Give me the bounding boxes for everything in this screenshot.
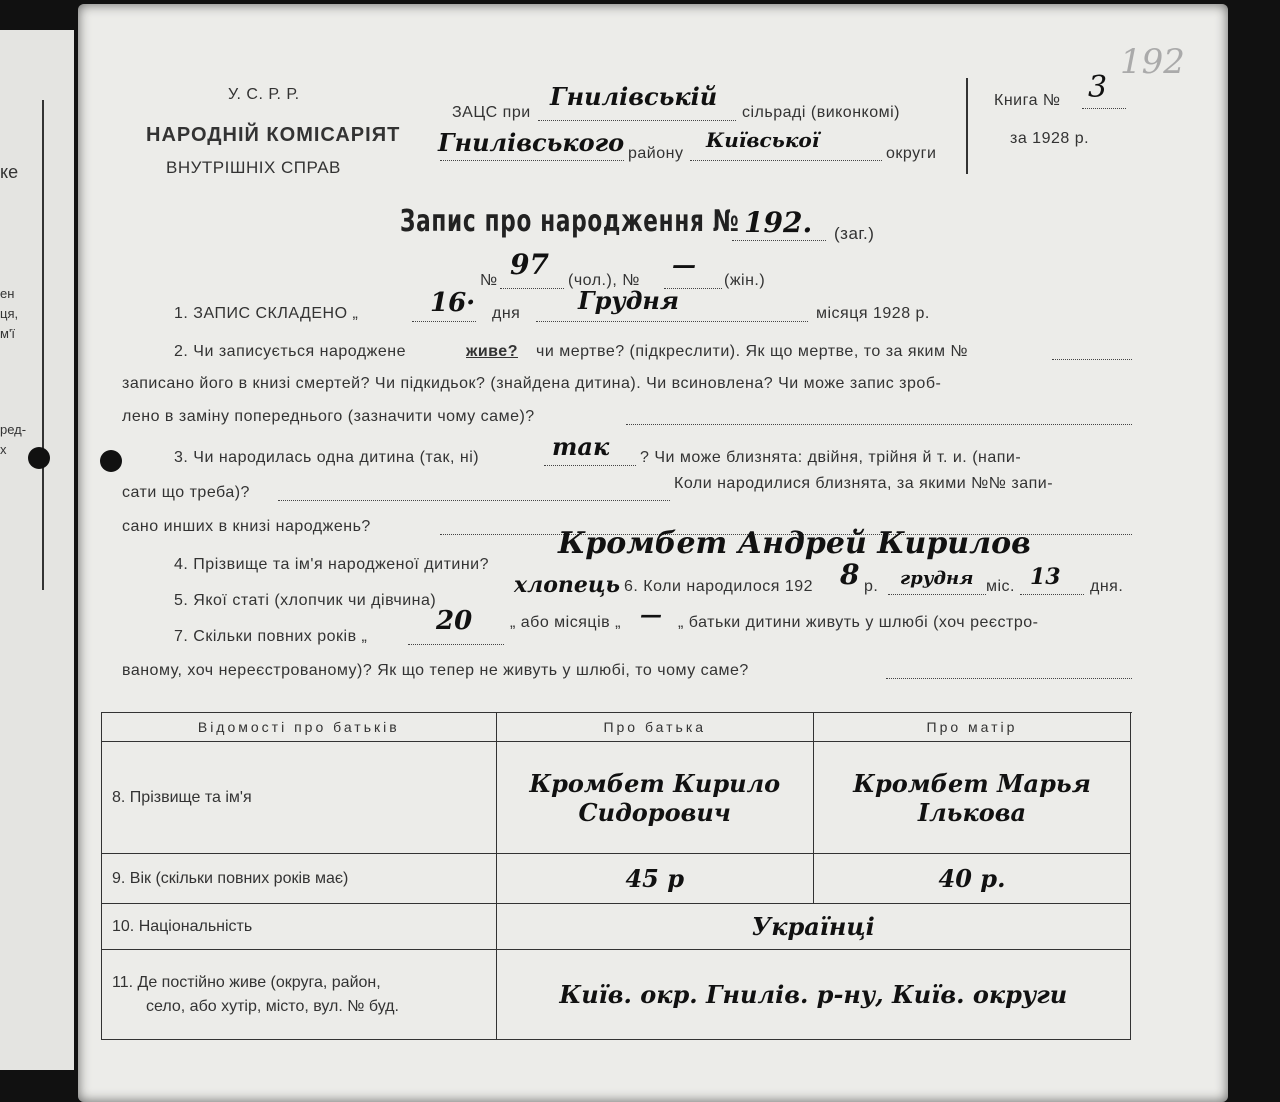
q2-death-number-line <box>1052 359 1132 360</box>
q7-line1b: „ або місяців „ <box>510 614 621 631</box>
zags-place-line <box>538 120 736 121</box>
table-row <box>102 742 1131 854</box>
record-title: Запис про народження № <box>400 204 740 239</box>
mother-age-handwritten: 40 р. <box>813 854 1130 904</box>
district-line <box>440 160 624 161</box>
q4-label: 4. Прізвище та ім'я народженої дитини? <box>174 556 490 573</box>
page-number-handwritten: 192 <box>1120 42 1185 82</box>
q6-month-label: міс. <box>986 578 1015 595</box>
record-number-handwritten: 192. <box>744 206 813 239</box>
table-header-row <box>102 713 1131 742</box>
left-fragment: ен <box>0 286 15 301</box>
q2-line2: записано його в книзі смертей? Чи підкидьок? (знайдена дитина). Чи всиновлена? Чи може запис зроб- <box>122 375 942 392</box>
row-label-line: 11. Де постійно живе (округа, район, <box>112 973 381 991</box>
left-page-edge <box>0 30 74 1070</box>
left-fragment: м'ї <box>0 326 16 341</box>
binding-hole <box>28 447 50 469</box>
district-label: району <box>628 145 684 162</box>
q1-month-label: місяця 1928 р. <box>816 305 930 322</box>
q1-day-label: дня <box>492 305 521 322</box>
okrug-line <box>690 160 882 161</box>
book-number-line <box>1082 108 1126 109</box>
republic-label: У. С. Р. Р. <box>228 86 300 103</box>
male-number-handwritten: 97 <box>510 248 549 281</box>
q3-twins-line <box>278 500 670 501</box>
father-age-handwritten: 45 р <box>496 854 813 904</box>
female-number-handwritten: — <box>672 250 696 279</box>
q6-year-suffix: р. <box>864 578 879 595</box>
left-fragment: ке <box>0 162 19 182</box>
q2-reason-line <box>626 424 1132 425</box>
q7-months-handwritten: — <box>640 602 662 628</box>
header-cell-father: Про батька <box>496 713 813 742</box>
book-label: Книга № <box>994 92 1061 109</box>
header-cell-info: Відомості про батьків <box>102 713 497 742</box>
zags-place-handwritten: Гнилівській <box>550 82 718 111</box>
row-label: 8. Прізвище та ім'я <box>102 742 497 854</box>
q6-label: 6. Коли народилося 192 <box>624 578 814 595</box>
q1-month-line <box>536 321 808 322</box>
q7-line2: ваному, хоч нереєстрованому)? Як що тепер не живуть у шлюбі, то чому саме? <box>122 662 749 679</box>
q4-child-name-handwritten: Кромбет Андрей Кирилов <box>558 526 1031 561</box>
left-fragment: х <box>0 442 7 457</box>
zags-prefix: ЗАЦС при <box>452 104 531 121</box>
zags-suffix: сільраді (виконкомі) <box>742 104 900 121</box>
q3-line2b: Коли народилися близнята, за якими №№ запи- <box>674 475 1054 492</box>
q7-years-line <box>408 644 504 645</box>
left-fragment: ця, <box>0 306 19 321</box>
row-label-line: село, або хутір, місто, вул. № буд. <box>146 997 399 1015</box>
q6-month-line <box>888 594 986 595</box>
row-label: 10. Національність <box>102 904 497 950</box>
female-number-label: (жін.) <box>724 272 766 289</box>
q2-alive-underlined: живе? <box>466 343 518 360</box>
q2-line3: лено в заміну попереднього (зазначити чому саме)? <box>122 408 535 425</box>
book-year: за 1928 р. <box>1010 130 1090 147</box>
q6-day-label: дня. <box>1090 578 1124 595</box>
q6-year-handwritten: 8 <box>840 558 860 591</box>
q3-answer-line <box>544 465 636 466</box>
q7-years-handwritten: 20 <box>436 606 473 636</box>
sub-number-label: № <box>480 272 498 289</box>
male-number-label: (чол.), № <box>568 272 640 289</box>
nationality-handwritten: Українці <box>496 904 1130 950</box>
book-number-handwritten: 3 <box>1088 70 1108 105</box>
q6-day-handwritten: 13 <box>1030 564 1061 590</box>
row-label: 9. Вік (скільки повних років має) <box>102 854 497 904</box>
parents-table <box>101 712 1131 1040</box>
record-total-label: (заг.) <box>834 224 875 243</box>
table-row <box>102 904 1131 950</box>
okrug-label: округи <box>886 145 937 162</box>
q5-label: 5. Якої статі (хлопчик чи дівчина) <box>174 592 437 609</box>
q3-line3: сано инших в книзі народжень? <box>122 518 371 535</box>
q6-month-handwritten: грудня <box>900 568 974 589</box>
q3-line1b: ? Чи може близнята: двійня, трійня й т. и. (напи- <box>640 449 1022 466</box>
q1-day-handwritten: 16· <box>430 288 476 318</box>
q7-reason-line <box>886 678 1132 679</box>
district-handwritten: Гнилівського <box>438 128 625 157</box>
q1-label: 1. ЗАПИС СКЛАДЕНО „ <box>174 305 359 322</box>
q3-line2: сати що треба)? <box>122 484 250 501</box>
q5-sex-handwritten: хлопець <box>514 572 621 598</box>
q2-line1: 2. Чи записується народжене <box>174 343 406 360</box>
binding-hole <box>100 450 122 472</box>
q1-day-line <box>412 321 476 322</box>
q7-line1: 7. Скільки повних років „ <box>174 628 368 645</box>
residence-handwritten: Київ. окр. Гнилів. р-ну, Київ. округи <box>496 950 1130 1040</box>
father-name-handwritten: Кромбет Кирило Сидорович <box>496 742 813 854</box>
record-number-line <box>732 240 826 241</box>
q6-day-line <box>1020 594 1084 595</box>
left-fragment: ред- <box>0 422 27 437</box>
q7-line1c: „ батьки дитини живуть у шлюбі (хоч реєстро- <box>678 614 1039 631</box>
q1-month-handwritten: Грудня <box>578 286 679 315</box>
mother-name-handwritten: Кромбет Марья Ількова <box>813 742 1130 854</box>
q2-line1b: чи мертве? (підкреслити). Як що мертве, то за яким № <box>536 343 969 360</box>
male-number-line <box>500 288 564 289</box>
table-row <box>102 950 1131 1040</box>
q3-answer-handwritten: так <box>552 432 610 461</box>
department-label: ВНУТРІШНІХ СПРАВ <box>166 158 341 177</box>
okrug-handwritten: Київської <box>706 128 820 152</box>
q3-line1: 3. Чи народилась одна дитина (так, ні) <box>174 449 480 466</box>
table-row <box>102 854 1131 904</box>
commissariat-label: НАРОДНІЙ КОМІСАРІЯТ <box>146 124 401 146</box>
header-cell-mother: Про матір <box>813 713 1130 742</box>
row-label <box>102 950 497 1040</box>
